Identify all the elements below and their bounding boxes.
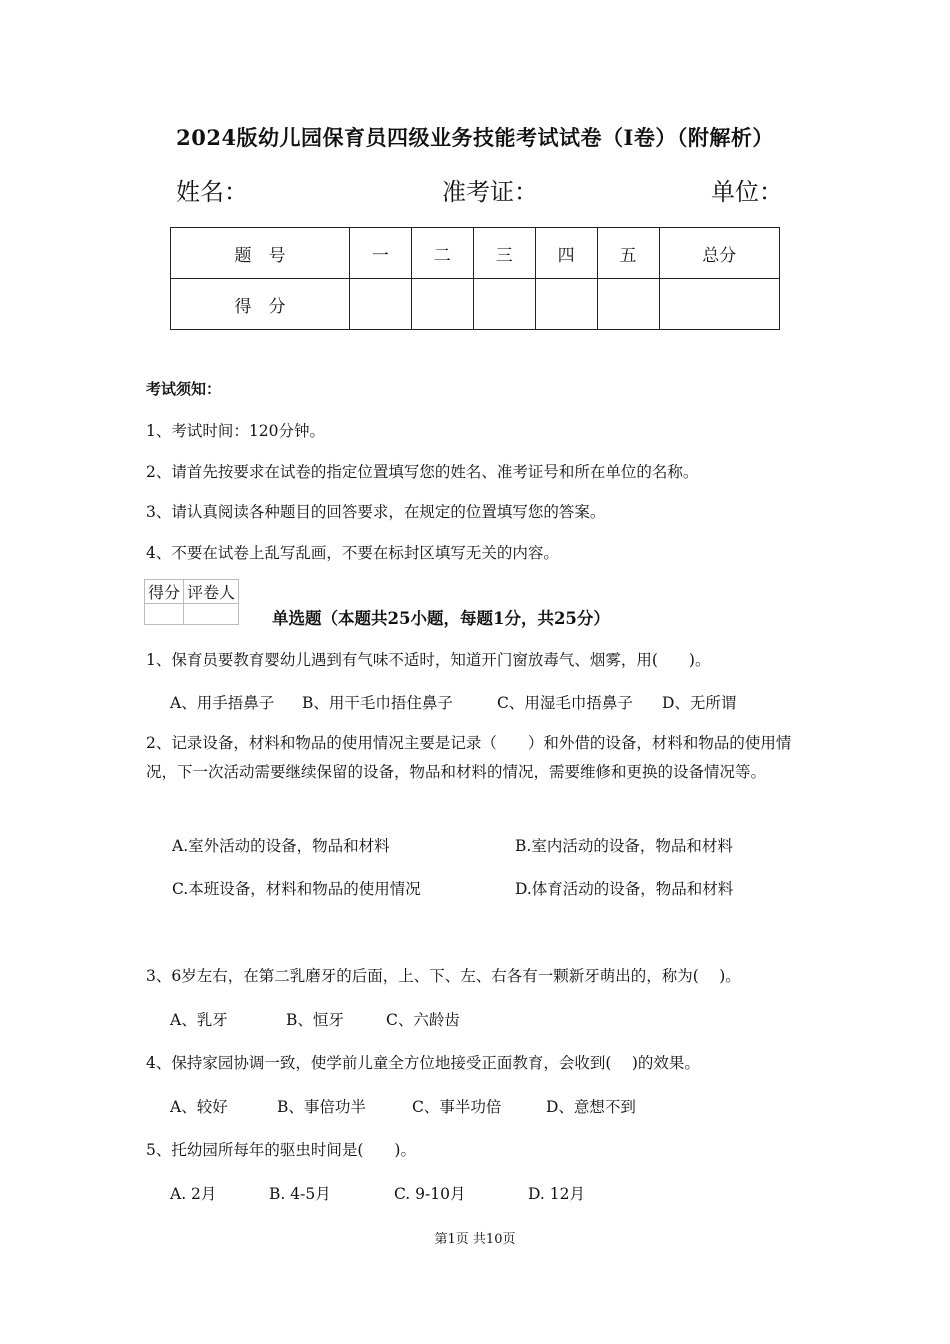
score-table-score-cell [535, 279, 597, 330]
notice-item: 4、不要在试卷上乱写乱画，不要在标封区填写无关的内容。 [146, 544, 559, 562]
score-table-header-cell: 一 [349, 228, 411, 279]
page-title: 2024版幼儿园保育员四级业务技能考试试卷（I卷）（附解析） [176, 125, 774, 150]
question-2-stem: 2、记录设备，材料和物品的使用情况主要是记录（ ）和外借的设备，材料和物品的使用情况，下一次活动需要继续保留的设备，物品和材料的情况，需要维修和更换的设备情况等。 [146, 734, 792, 781]
question-1-option-c: C、用湿毛巾捂鼻子 [497, 694, 633, 712]
notice-item: 3、请认真阅读各种题目的回答要求，在规定的位置填写您的答案。 [146, 503, 606, 521]
question-4-option-b: B、事倍功半 [277, 1098, 366, 1116]
grader-table-score-label: 得分 [145, 580, 184, 604]
unit-field-label: 单位： [711, 178, 783, 206]
grader-table [144, 579, 239, 625]
score-table-header-cell: 四 [535, 228, 597, 279]
grader-table-score-cell [145, 604, 184, 625]
question-1-stem: 1、保育员要教育婴幼儿遇到有气味不适时，知道开门窗放毒气、烟雾，用( )。 [146, 651, 711, 669]
question-5-stem: 5、托幼园所每年的驱虫时间是( )。 [146, 1141, 416, 1159]
question-3-option-b: B、恒牙 [286, 1011, 344, 1029]
grader-table-grader-label: 评卷人 [184, 580, 239, 604]
score-table-header-total: 总分 [659, 228, 779, 279]
question-5-option-b: B. 4-5月 [269, 1185, 331, 1203]
score-table-score-cell [473, 279, 535, 330]
score-table-header-cell: 三 [473, 228, 535, 279]
question-5-option-c: C. 9-10月 [394, 1185, 466, 1203]
question-4-option-a: A、较好 [170, 1098, 228, 1116]
score-table-score-cell [659, 279, 779, 330]
page-footer: 第1页 共10页 [434, 1232, 516, 1247]
exam-id-field-label: 准考证： [442, 178, 538, 206]
question-1-option-a: A、用手捂鼻子 [170, 694, 275, 712]
question-2-option-c: C.本班设备，材料和物品的使用情况 [172, 880, 421, 898]
question-1-option-d: D、无所谓 [662, 694, 737, 712]
notice-item: 2、请首先按要求在试卷的指定位置填写您的姓名、准考证号和所在单位的名称。 [146, 463, 699, 481]
score-table-header-label: 题 号 [171, 228, 350, 279]
score-table-score-row [171, 279, 780, 330]
score-table-score-label: 得 分 [171, 279, 350, 330]
question-2-option-d: D.体育活动的设备，物品和材料 [515, 880, 734, 898]
question-4-option-d: D、意想不到 [546, 1098, 636, 1116]
question-3-option-a: A、乳牙 [170, 1011, 228, 1029]
score-table-header-row [171, 228, 780, 279]
question-4-option-c: C、事半功倍 [412, 1098, 502, 1116]
score-table-score-cell [411, 279, 473, 330]
question-3-option-c: C、六龄齿 [386, 1011, 460, 1029]
score-table-score-cell [349, 279, 411, 330]
question-3-stem: 3、6岁左右，在第二乳磨牙的后面，上、下、左、右各有一颗新牙萌出的，称为( )。 [146, 967, 741, 985]
question-4-stem: 4、保持家园协调一致，使学前儿童全方位地接受正面教育，会收到( )的效果。 [146, 1054, 700, 1072]
notice-item: 1、考试时间：120分钟。 [146, 422, 325, 440]
score-table [170, 227, 780, 330]
section-title: 单选题（本题共25小题，每题1分，共25分） [272, 609, 610, 628]
grader-table-grader-cell [184, 604, 239, 625]
question-5-option-a: A. 2月 [170, 1185, 217, 1203]
question-1-option-b: B、用干毛巾捂住鼻子 [302, 694, 453, 712]
question-5-option-d: D. 12月 [528, 1185, 585, 1203]
question-2-option-a: A.室外活动的设备，物品和材料 [172, 837, 390, 855]
notice-title: 考试须知： [146, 380, 222, 398]
score-table-header-cell: 二 [411, 228, 473, 279]
question-2-option-b: B.室内活动的设备，物品和材料 [515, 837, 733, 855]
name-field-label: 姓名： [176, 178, 248, 206]
score-table-header-cell: 五 [597, 228, 659, 279]
score-table-score-cell [597, 279, 659, 330]
